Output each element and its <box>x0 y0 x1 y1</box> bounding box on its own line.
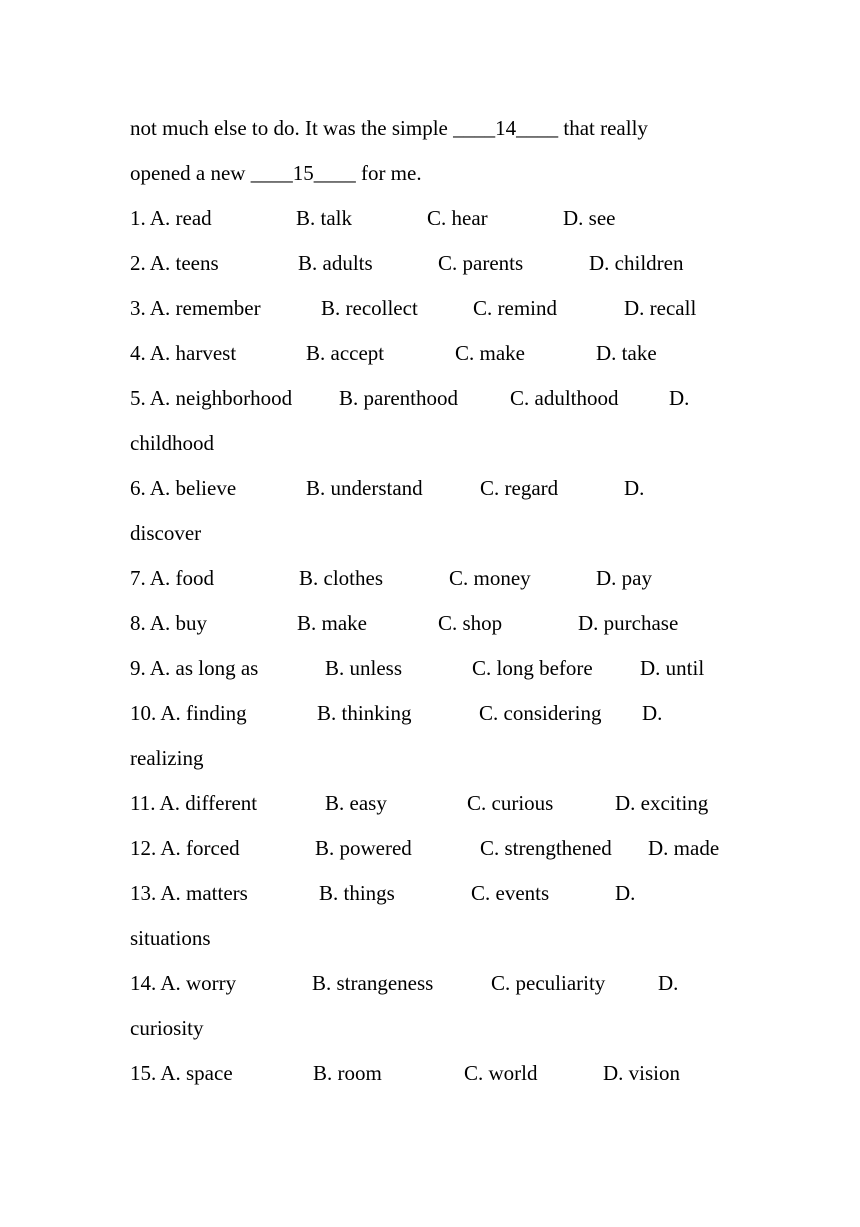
option-d: D. <box>624 476 645 500</box>
option-c: C. considering <box>479 701 602 725</box>
option-a: 9. A. as long as <box>130 656 259 680</box>
option-a: 15. A. space <box>130 1061 233 1085</box>
option-d: D. <box>615 881 636 905</box>
option-b: B. easy <box>325 791 387 815</box>
option-b: B. thinking <box>317 701 412 725</box>
option-a: 4. A. harvest <box>130 341 237 365</box>
option-d: D. take <box>596 341 657 365</box>
option-b: B. recollect <box>321 296 418 320</box>
option-a: 12. A. forced <box>130 836 240 860</box>
option-b: B. make <box>297 611 367 635</box>
option-c: C. events <box>471 881 550 905</box>
option-a: 6. A. believe <box>130 476 237 500</box>
option-c: C. curious <box>467 791 554 815</box>
option-c: C. peculiarity <box>491 971 606 995</box>
option-d: D. until <box>640 656 705 680</box>
option-c: C. world <box>464 1061 538 1085</box>
option-d-continuation: discover <box>130 521 202 545</box>
option-b: B. accept <box>306 341 385 365</box>
option-d: D. pay <box>596 566 652 590</box>
option-d: D. purchase <box>578 611 679 635</box>
option-c: C. hear <box>427 206 488 230</box>
option-a: 11. A. different <box>130 791 258 815</box>
option-d-continuation: realizing <box>130 746 204 770</box>
option-d-continuation: situations <box>130 926 211 950</box>
option-d: D. see <box>563 206 616 230</box>
option-c: C. remind <box>473 296 557 320</box>
option-d: D. <box>642 701 663 725</box>
option-c: C. adulthood <box>510 386 619 410</box>
option-c: C. shop <box>438 611 503 635</box>
option-d: D. <box>658 971 679 995</box>
option-d: D. children <box>589 251 684 275</box>
option-b: B. things <box>319 881 395 905</box>
option-b: B. understand <box>306 476 423 500</box>
option-c: C. strengthened <box>480 836 612 860</box>
option-d: D. recall <box>624 296 697 320</box>
option-d: D. <box>669 386 690 410</box>
option-b: B. adults <box>298 251 373 275</box>
option-b: B. unless <box>325 656 403 680</box>
option-a: 13. A. matters <box>130 881 248 905</box>
option-b: B. strangeness <box>312 971 434 995</box>
option-d: D. exciting <box>615 791 709 815</box>
option-b: B. powered <box>315 836 412 860</box>
option-a: 5. A. neighborhood <box>130 386 293 410</box>
option-d-continuation: curiosity <box>130 1016 204 1040</box>
option-b: B. room <box>313 1061 382 1085</box>
option-d-continuation: childhood <box>130 431 214 455</box>
option-b: B. talk <box>296 206 352 230</box>
option-a: 8. A. buy <box>130 611 208 635</box>
option-d: D. made <box>648 836 720 860</box>
option-a: 3. A. remember <box>130 296 261 320</box>
option-a: 14. A. worry <box>130 971 237 995</box>
option-a: 1. A. read <box>130 206 212 230</box>
option-b: B. clothes <box>299 566 383 590</box>
option-c: C. long before <box>472 656 593 680</box>
option-c: C. make <box>455 341 525 365</box>
option-c: C. regard <box>480 476 559 500</box>
passage-line-1: not much else to do. It was the simple ____14____ that really <box>130 116 648 140</box>
question-15 <box>130 1059 681 1227</box>
option-d: D. vision <box>603 1061 681 1085</box>
option-a: 7. A. food <box>130 566 214 590</box>
passage-line-2: opened a new ____15____ for me. <box>130 161 422 185</box>
option-b: B. parenthood <box>339 386 458 410</box>
option-c: C. parents <box>438 251 524 275</box>
option-a: 10. A. finding <box>130 701 247 725</box>
option-c: C. money <box>449 566 531 590</box>
option-a: 2. A. teens <box>130 251 219 275</box>
